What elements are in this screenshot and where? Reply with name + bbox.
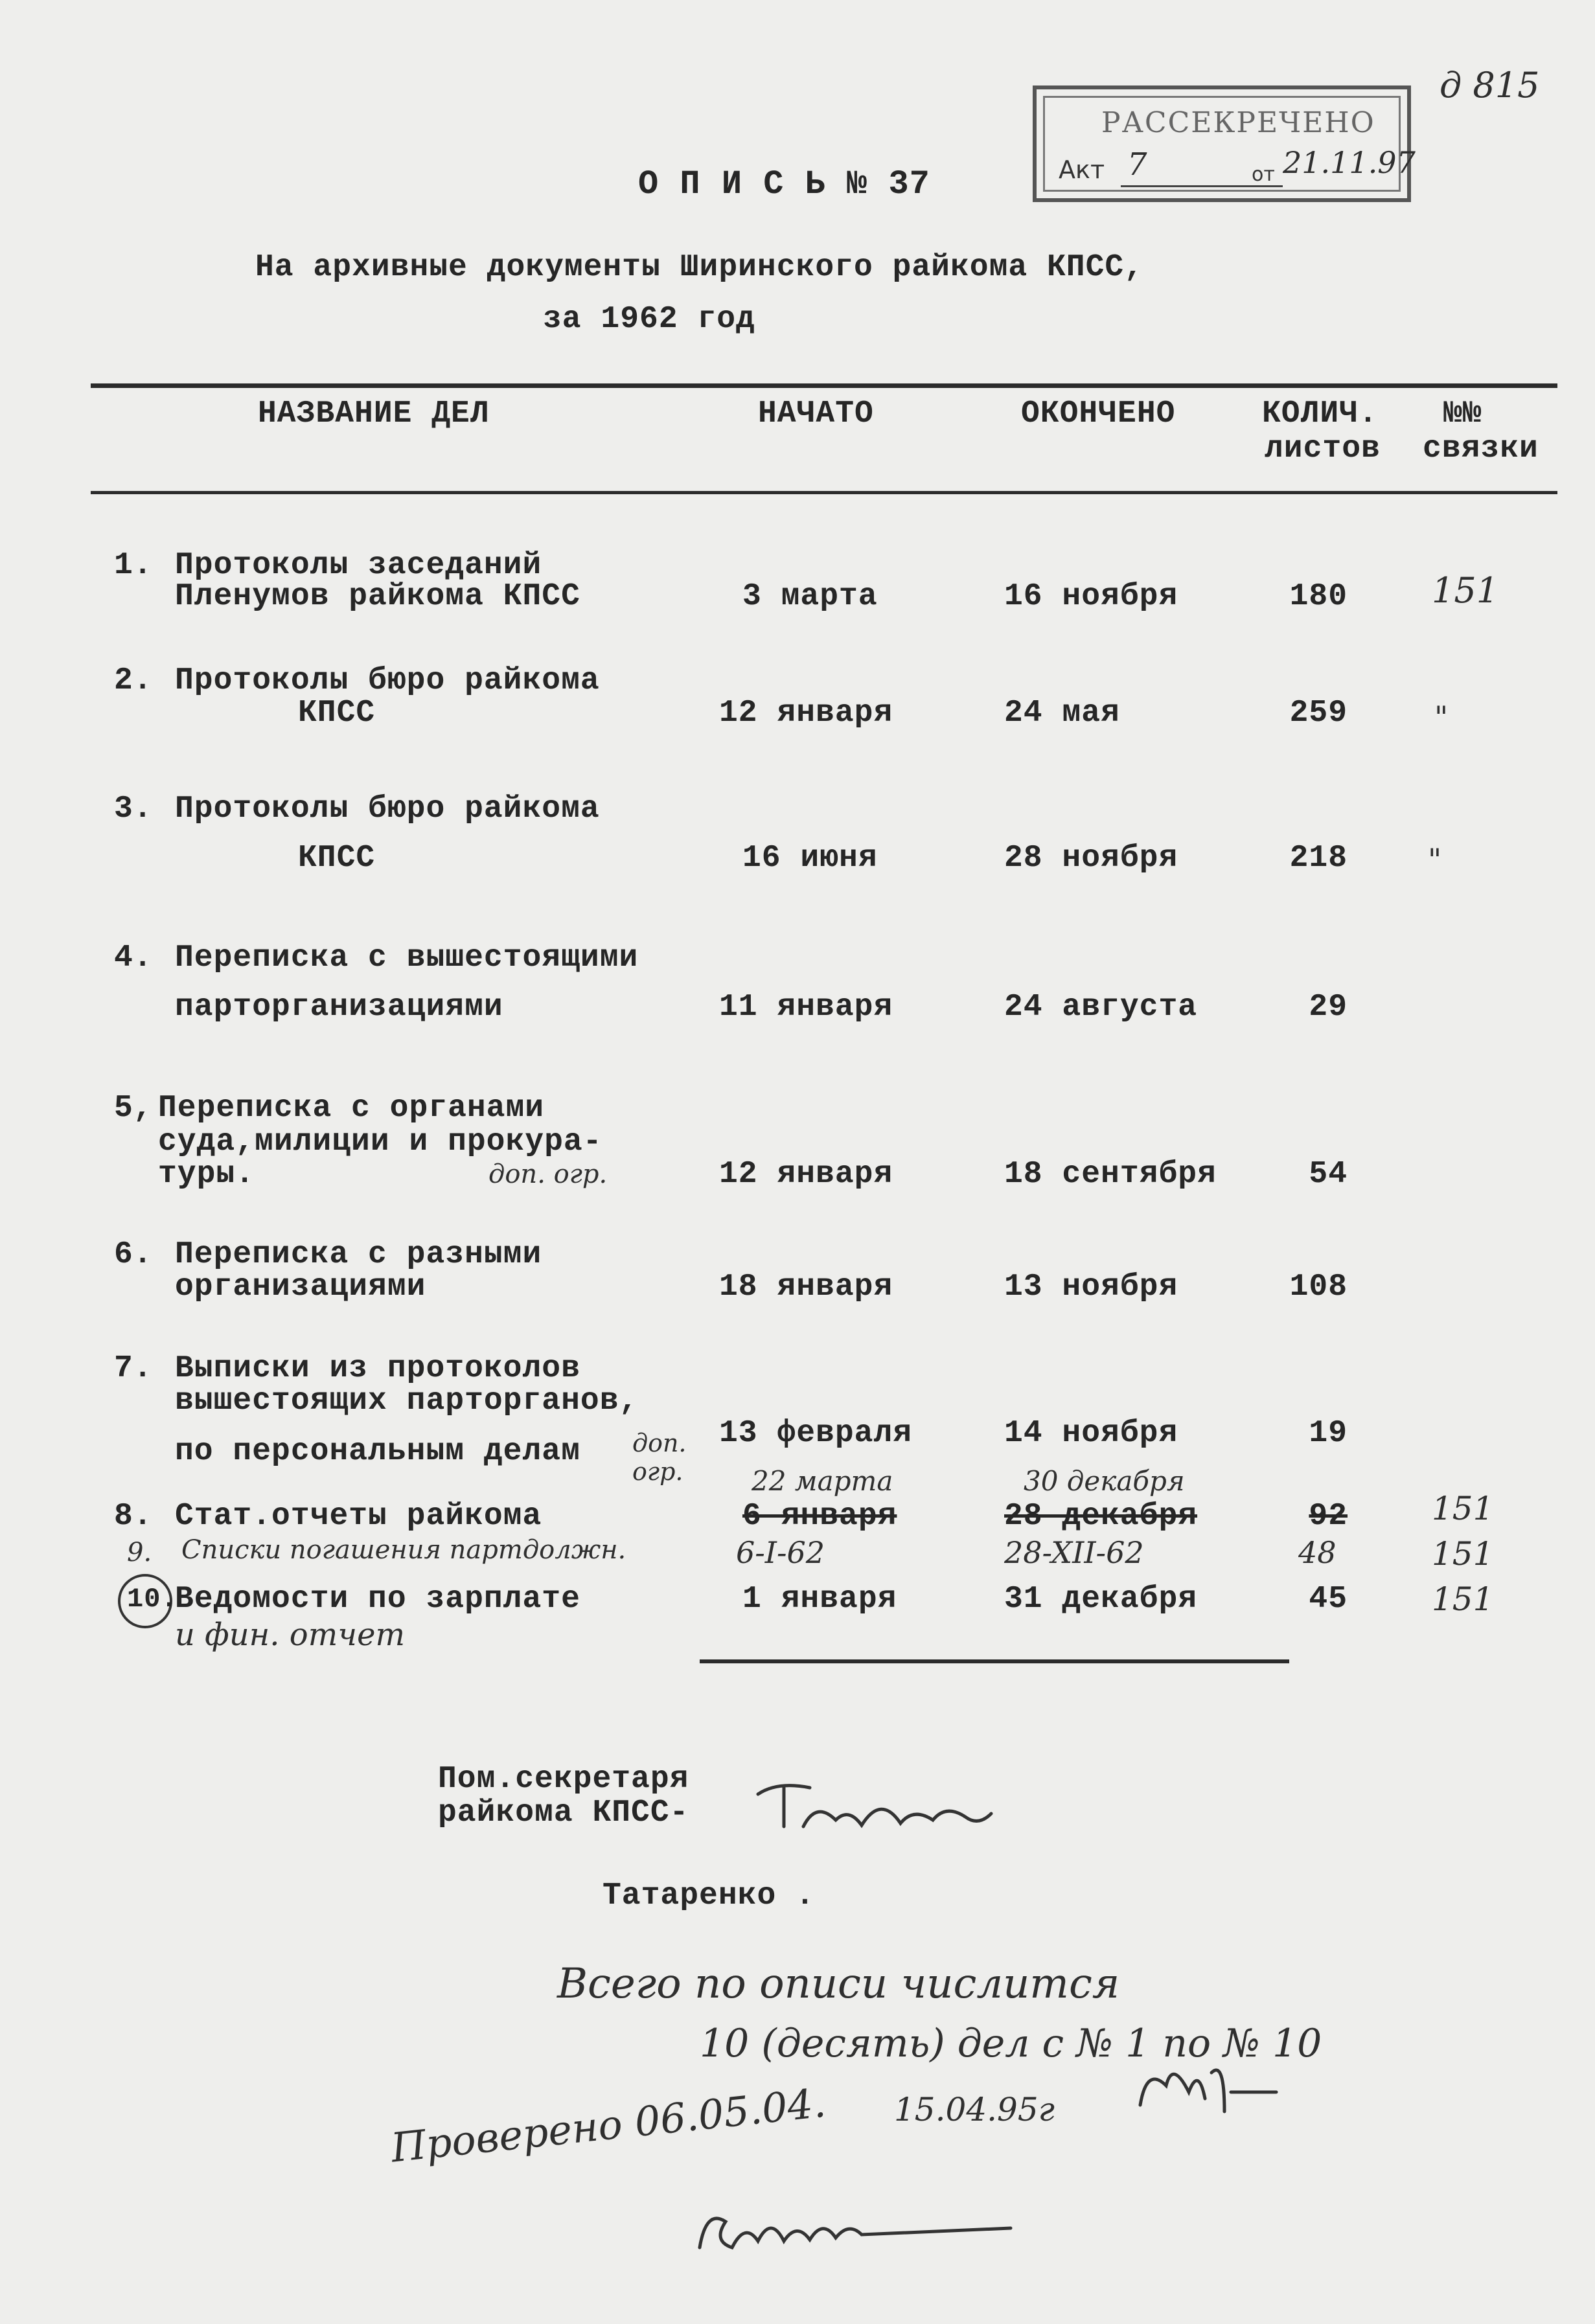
row-3-line2: КПСС — [298, 841, 376, 876]
row-10-bundle: 151 — [1432, 1580, 1494, 1618]
signature-initials — [1127, 2047, 1283, 2131]
row-7-note: доп. огр. — [632, 1429, 687, 1486]
row-4-sheets: 29 — [1309, 990, 1348, 1025]
row-3-bundle: " — [1428, 842, 1442, 877]
row-5-line3: туры. — [158, 1157, 255, 1192]
row-1-num: 1. — [114, 548, 153, 583]
row-7-num: 7. — [114, 1351, 153, 1386]
row-7-line2: вышестоящих парторганов, — [175, 1384, 639, 1418]
row-5-num: 5, — [114, 1091, 153, 1126]
table-bottom-rule — [700, 1659, 1289, 1663]
row-6-sheets: 108 — [1289, 1270, 1348, 1304]
row-2-line2: КПСС — [298, 696, 376, 731]
row-4-started: 11 января — [719, 990, 893, 1025]
row-4-ended: 24 августа — [1004, 990, 1198, 1025]
signature-checker — [687, 2183, 1024, 2273]
row-9-sheets: 48 — [1298, 1535, 1337, 1570]
row-1-line2: Пленумов райкома КПСС — [175, 579, 580, 614]
row-5-sheets: 54 — [1309, 1157, 1348, 1192]
col-header-sheets-1: КОЛИЧ. — [1262, 396, 1378, 431]
row-9-started: 6-I-62 — [736, 1535, 825, 1570]
col-header-ended: ОКОНЧЕНО — [1021, 396, 1176, 431]
row-3-sheets: 218 — [1289, 841, 1348, 876]
row-8-sheets: 92 — [1309, 1499, 1348, 1534]
stamp-date-label: от — [1252, 163, 1275, 186]
row-1-started: 3 марта — [742, 579, 878, 614]
stamp-date: 21.11.97 — [1283, 145, 1416, 180]
row-2-bundle: " — [1434, 700, 1449, 735]
row-2-sheets: 259 — [1289, 696, 1348, 731]
row-10-num: 10. — [127, 1584, 178, 1615]
row-9-line1: Списки погашения партдолжн. — [181, 1535, 626, 1565]
row-10-sheets: 45 — [1309, 1582, 1348, 1617]
row-9-ended: 28-XII-62 — [1004, 1535, 1144, 1570]
row-6-line1: Переписка с разными — [175, 1237, 542, 1272]
row-1-ended: 16 ноября — [1004, 579, 1178, 614]
row-2-num: 2. — [114, 663, 153, 698]
row-10-started: 1 января — [742, 1582, 897, 1617]
row-1-line1: Протоколы заседаний — [175, 548, 542, 583]
stamp-title: РАССЕКРЕЧЕНО — [1101, 106, 1375, 139]
signatory-name: Татаренко . — [602, 1878, 815, 1913]
row-9-num: 9. — [127, 1538, 152, 1567]
row-5-line2: суда,милиции и прокура- — [158, 1124, 602, 1159]
signatory-position-1: Пом.секретаря — [438, 1762, 689, 1797]
handwritten-total-1: Всего по описи числится — [557, 1960, 1120, 2008]
row-7-ended: 14 ноября — [1004, 1416, 1178, 1451]
row-10-ended: 31 декабря — [1004, 1582, 1198, 1617]
row-5-started: 12 января — [719, 1157, 893, 1192]
document-title: О П И С Ь № 37 — [638, 165, 930, 203]
row-8-bundle: 151 — [1432, 1490, 1494, 1527]
row-7-started: 13 февраля — [719, 1416, 913, 1451]
archive-number: д 815 — [1440, 65, 1540, 106]
handwritten-total-2: 10 (десять) дел с № 1 по № 10 — [700, 2021, 1322, 2066]
row-6-num: 6. — [114, 1237, 153, 1272]
row-8-ended-struck: 28 декабря — [1004, 1499, 1198, 1534]
row-10-line2: и фин. отчет — [175, 1617, 405, 1653]
col-header-sheets-2: листов — [1265, 431, 1381, 466]
stamp-act-label: Акт — [1059, 155, 1105, 184]
document-subtitle: На архивные документы Ширинского райкома КПСС, — [255, 250, 1144, 285]
row-3-started: 16 июня — [742, 841, 878, 876]
row-7-line1: Выписки из протоколов — [175, 1351, 580, 1386]
row-5-line1: Переписка с органами — [158, 1091, 545, 1126]
signatory-position-2: райкома КПСС- — [438, 1795, 689, 1830]
row-4-line1: Переписка с вышестоящими — [175, 940, 639, 975]
row-8-num: 8. — [114, 1499, 153, 1534]
handwritten-checked: Проверено 06.05.04. — [389, 2079, 828, 2172]
row-4-num: 4. — [114, 940, 153, 975]
col-header-name: НАЗВАНИЕ ДЕЛ — [258, 396, 490, 431]
document-year: за 1962 год — [543, 302, 755, 337]
row-9-bundle: 151 — [1432, 1535, 1494, 1573]
row-4-line2: парторганизациями — [175, 990, 503, 1025]
col-header-bundle-1: №№ — [1443, 396, 1482, 431]
row-2-ended: 24 мая — [1004, 696, 1120, 731]
table-header-rule — [91, 491, 1557, 494]
row-8-line1: Стат.отчеты райкома — [175, 1499, 542, 1534]
signature-tatarenko — [752, 1768, 998, 1840]
row-2-line1: Протоколы бюро райкома — [175, 663, 600, 698]
row-8-started-corrected: 22 марта — [752, 1465, 893, 1497]
row-7-line3: по персональным делам — [175, 1434, 580, 1469]
row-6-ended: 13 ноября — [1004, 1270, 1178, 1304]
col-header-bundle-2: связки — [1423, 431, 1539, 466]
row-6-started: 18 января — [719, 1270, 893, 1304]
table-top-rule — [91, 383, 1557, 388]
col-header-started: НАЧАТО — [758, 396, 874, 431]
row-1-sheets: 180 — [1289, 579, 1348, 614]
declassified-stamp — [1033, 85, 1416, 202]
handwritten-date: 15.04.95г — [894, 2091, 1055, 2128]
row-3-num: 3. — [114, 792, 153, 826]
row-3-line1: Протоколы бюро райкома — [175, 792, 600, 826]
row-6-line2: организациями — [175, 1270, 426, 1304]
row-7-sheets: 19 — [1309, 1416, 1348, 1451]
row-3-ended: 28 ноября — [1004, 841, 1178, 876]
row-1-bundle: 151 — [1432, 570, 1499, 611]
row-10-line1: Ведомости по зарплате — [175, 1582, 580, 1617]
row-5-note: доп. огр. — [488, 1159, 608, 1189]
row-5-ended: 18 сентября — [1004, 1157, 1217, 1192]
row-2-started: 12 января — [719, 696, 893, 731]
row-8-ended-corrected: 30 декабря — [1024, 1465, 1185, 1497]
stamp-act-number: 7 — [1127, 146, 1147, 183]
row-8-started-struck: 6 января — [742, 1499, 897, 1534]
